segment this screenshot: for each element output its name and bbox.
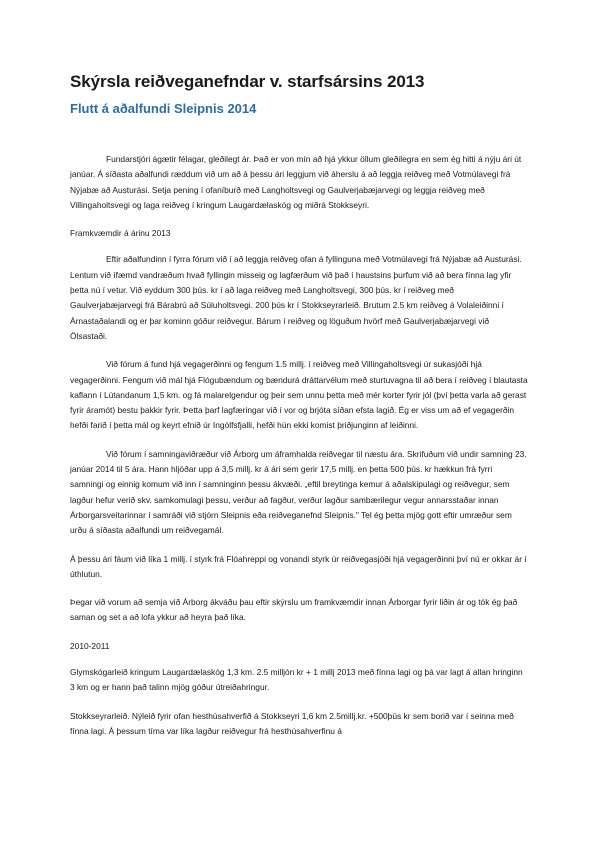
paragraph-works-2013: Eftir aðalfundinn í fyrra fórum við í að leggja reiðveg ofan á fyllinguna með Votmúlavegi frá Nýjabæ að Austurási. Lentum við ífæmd vandræðum hvað fyllingin misseig og lagfærðum við það í haustsins þurfum við að bera fínna lag yfir þetta nú í vetur. Við eyddum 300 þús. kr í að laga reiðveg með Langholtsvegi, 300 þús. kr í reiðveg með Gaulverjabæjarvegi frá Bárabrú að Súluholtsvegi. 200 þús kr í Stokkseyrarleið. Brutum 2.5 km reiðveg á Volaleiðinni í Árnastaðalandi og er þar kominn góður reiðvegur. Bárum í reiðveg og löguðum hvörf með Gaulverjabæjarvegi við Ölsastaði. [70, 254, 522, 341]
section-heading-2010-2011: 2010-2011 [70, 640, 110, 651]
document-title: Skýrsla reiðveganefndar v. starfsársins 2013 [70, 72, 425, 91]
paragraph-grant: Á þessu ári fáum við líka 1 millj. í styrk frá Flóahreppi og vonandi styrk úr reiðvegasjóði hjá vegagerðinni því nú er okkar ár í úthlutun. [70, 553, 527, 579]
paragraph-report-request: Þegar við vorum að semja við Árborg ákváðu þau eftir skýrslu um framkvæmdir innan Árborgar fyrir liðin ár og tók ég það saman og set a að lofa ykkur að heyra það líka. [70, 597, 518, 623]
section-heading-2013: Framkvæmdir á árinu 2013 [70, 228, 171, 239]
paragraph-glymskogar: Glymskógarleið kringum Laugardælaskóg 1,3 km. 2.5 milljón kr + 1 millj 2013 með fínna lagi og þá var lagt á allan hringinn 3 km og er hann það talinn mjög góður útreiðahringur. [70, 667, 523, 693]
document-subtitle: Flutt á aðalfundi Sleipnis 2014 [70, 101, 257, 116]
document-body [70, 152, 528, 752]
paragraph-contract: Við fórum í samningaviðræður við Árborg um áframhalda reiðvegar til næstu ára. Skrifuðum við undir samning 23. janúar 2014 til 5 ára. Hann hljóðar upp á 3,5 millj. kr á ári sem gerir 17,5 millj. en þetta 500 þús. kr hækkun frá fyrri samningi og einnig komum við inn í samninginn þessu ákvæði. „eftil breytinga kemur á aðalskipulagi og reiðvegur, sem lagður hefur verið skv. samkomulagi þessu, verður að fagður, verður lagður sambærilegur vegur annarsstaðar innan Árborgarsveitarinnar í samráði við stjórn Sleipnis eða reiðveganefnd Sleipnis." Tel ég þetta mjög gott eftir umræður sem urðu á síðasta aðalfundi um reiðvegamál. [70, 448, 527, 536]
paragraph-intro: Fundarstjóri ágætir félagar, gleðilegt ár. Það er von mín að hjá ykkur öllum gleðilegra en sem ég hitti á nýju ári út janúar. Á síðasta aðalfundi ræddum við um að á þessu ári leggjum við áherslu á að leggja reiðveg með Votmúlavegi frá Nýjabæ að Austurási. Setja pening í ofaníburð með Langholtsvegi og Gaulverjabæjarvegi og leggja reiðveg með Villingaholtsvegi og laga reiðveg í kringum Laugardælaskóg og miðrá Stokkseyri. [70, 154, 522, 210]
paragraph-stokkseyri: Stokkseyrarleið. Nýleið fyrir ofan hesthúsahverfið á Stokkseyri 1,6 km 2.5millj.kr. +500þús kr sem borið var í seinna með fínna lagi. Á þessum tíma var líka lagður reiðvegur frá hesthúsahverfinu á [70, 710, 514, 736]
paragraph-roads-meeting: Við fórum á fund hjá vegagerðinni og fengum 1.5 millj. í reiðveg með Villingaholtsvegi úr sukasjóði hjá vegagerðinni. Fengum við mál hjá Flógubændum og bændurá dráttarvélum með sturtuvagna til að bera í reiðveg í blautasta kaflann í Lútandanum 1,5 km. og fá malarelgendur og þeir sem unnu þetta með mér korter fyrir jól (því þetta varla að gerast fyrir áramót) bestu þakkir fyrir. Þetta þarf lagfæringar við í vor og brjóta síðan efsta lagið. Ég er viss um að ef vegagerðin hefði farið í þetta mál og keyrt efnið úr Ingólfsfjalli, hefði hún ekki komist þriðjunginn af leiðinni. [70, 359, 528, 431]
